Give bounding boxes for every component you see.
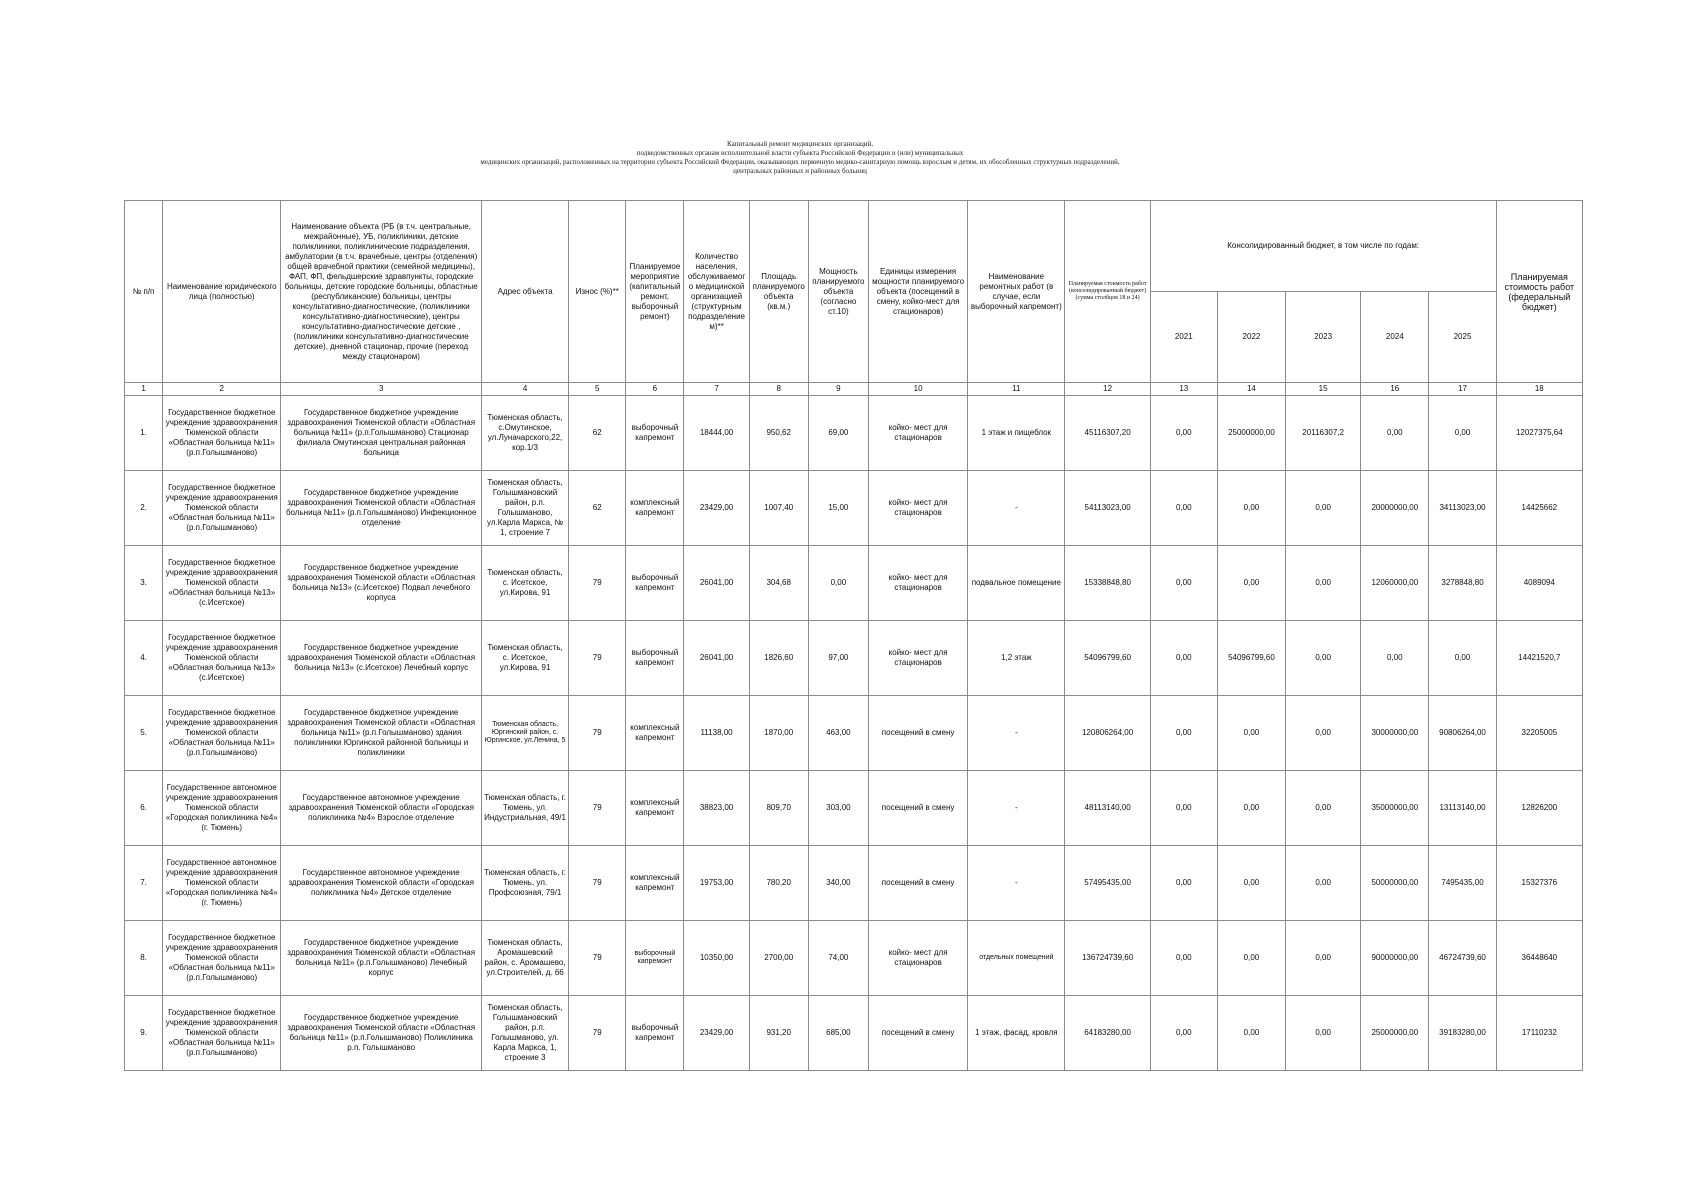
year-2023-cell: 0,00 (1286, 921, 1361, 996)
year-2022-cell: 0,00 (1217, 771, 1285, 846)
header-year: 2021 (1150, 292, 1217, 383)
year-2022-cell: 0,00 (1217, 921, 1285, 996)
area-cell: 304,68 (749, 546, 808, 621)
federal-cost-cell: 12826200 (1496, 771, 1582, 846)
units-cell: посещений в смену (868, 996, 967, 1071)
population-cell: 19753,00 (684, 846, 749, 921)
legal-name-cell: Государственное бюджетное учреждение здравоохранения Тюменской области «Областная больница №11» (р.п.Голышманово) (163, 696, 281, 771)
header-consolidated: Консолидированный бюджет, в том числе по годам: (1150, 201, 1496, 292)
header-year: 2024 (1361, 292, 1429, 383)
header-works: Наименование ремонтных работ (в случае, если выборочный капремонт) (968, 201, 1065, 383)
table-row (125, 996, 1583, 1071)
area-cell: 2700,00 (749, 921, 808, 996)
table-row (125, 921, 1583, 996)
header-year: 2023 (1286, 292, 1361, 383)
address-cell: Тюменская область, Аромашевский район, с. Аромашево, ул.Строителей, д. 66 (481, 921, 568, 996)
column-number: 15 (1286, 383, 1361, 396)
planned-cost-cell: 57495435,00 (1065, 846, 1150, 921)
year-2022-cell: 0,00 (1217, 696, 1285, 771)
wear-cell: 79 (569, 996, 626, 1071)
object-name-cell: Государственное бюджетное учреждение здравоохранения Тюменской области «Областная больница №13» (с.Исетское) Лечебный корпус (281, 621, 482, 696)
area-cell: 1826,60 (749, 621, 808, 696)
document-title (300, 140, 1300, 176)
header-population: Количество населения, обслуживаемого медицинской организацией (структурным подразделением)** (684, 201, 749, 383)
federal-cost-cell: 12027375,64 (1496, 396, 1582, 471)
object-name-cell: Государственное бюджетное учреждение здравоохранения Тюменской области «Областная больница №11» (р.п.Голышманово) Лечебный корпус (281, 921, 482, 996)
header-area: Площадь планируемого объекта (кв.м.) (749, 201, 808, 383)
works-cell: - (968, 846, 1065, 921)
year-2021-cell: 0,00 (1150, 996, 1217, 1071)
units-cell: койко- мест для стационаров (868, 921, 967, 996)
address-cell: Тюменская область, г. Тюмень, ул. Профсоюзная, 79/1 (481, 846, 568, 921)
measure-cell: выборочный капремонт (626, 546, 684, 621)
measure-cell: выборочный капремонт (626, 921, 684, 996)
federal-cost-cell: 15327376 (1496, 846, 1582, 921)
area-cell: 780,20 (749, 846, 808, 921)
title-line: медицинских организаций, расположенных на территории субъекта Российской Федерации, оказывающих первичную медико-санитарную помощь взрослым и детям, их обособленных структурных подразделений, (480, 158, 1120, 166)
legal-name-cell: Государственное автономное учреждение здравоохранения Тюменской области «Городская поликлиника №4» (г. Тюмень) (163, 846, 281, 921)
capacity-cell: 74,00 (808, 921, 868, 996)
year-2025-cell: 46724739,60 (1429, 921, 1496, 996)
title-line: центральных районных и районных больниц (733, 167, 867, 175)
works-cell: - (968, 471, 1065, 546)
year-2022-cell: 0,00 (1217, 471, 1285, 546)
year-2024-cell: 35000000,00 (1361, 771, 1429, 846)
column-number: 7 (684, 383, 749, 396)
header-object-name: Наименование объекта (РБ (в т.ч. центральные, межрайонные), УБ, поликлиники, детские поликлиники, поликлинические подразделения, амбулатории (в т.ч. врачебные, центры (отделения) общей врачебной практики (семейной медицины), ФАП, ФП, фельдшерские здравпункты, городские больницы, детские городские больницы, областные (республиканские) больницы, центры консультативно-диагностические, (поликлиники консультативно-диагностические), центры консультативно-диагностические детские , (поликлиники консультативно-диагностические детские), дневной стационар, прочие (переход между стационаром) (281, 201, 482, 383)
units-cell: койко- мест для стационаров (868, 396, 967, 471)
wear-cell: 79 (569, 696, 626, 771)
population-cell: 11138,00 (684, 696, 749, 771)
year-2025-cell: 13113140,00 (1429, 771, 1496, 846)
column-number: 2 (163, 383, 281, 396)
works-cell: 1 этаж и пищеблок (968, 396, 1065, 471)
column-number: 13 (1150, 383, 1217, 396)
address-cell: Тюменская область, с. Исетское, ул.Кирова, 91 (481, 546, 568, 621)
table-body (125, 396, 1583, 1071)
table-row (125, 546, 1583, 621)
measure-cell: комплексный капремонт (626, 471, 684, 546)
planned-cost-cell: 136724739,60 (1065, 921, 1150, 996)
year-2021-cell: 0,00 (1150, 546, 1217, 621)
header-wear: Износ (%)** (569, 201, 626, 383)
address-cell: Тюменская область, с.Омутинское, ул.Луначарского,22, кор.1/3 (481, 396, 568, 471)
header-year: 2022 (1217, 292, 1285, 383)
units-cell: койко- мест для стационаров (868, 471, 967, 546)
column-number: 11 (968, 383, 1065, 396)
year-2023-cell: 0,00 (1286, 846, 1361, 921)
header-planned-cost: Планируемая стоимость работ (консолидированный бюджет) (сумма столбцов 18 и 24) (1065, 201, 1150, 383)
year-2022-cell: 25000000,00 (1217, 396, 1285, 471)
title-line: подведомственных органам исполнительной власти субъекта Российской Федерации и (или) муниципальных (636, 149, 964, 157)
year-2024-cell: 20000000,00 (1361, 471, 1429, 546)
row-number-cell: 9. (125, 996, 163, 1071)
year-2022-cell: 0,00 (1217, 546, 1285, 621)
works-cell: 1 этаж, фасад, кровля (968, 996, 1065, 1071)
works-cell: - (968, 771, 1065, 846)
table-row (125, 696, 1583, 771)
header-capacity: Мощность планируемого объекта (согласно ст.10) (808, 201, 868, 383)
works-cell: 1,2 этаж (968, 621, 1065, 696)
address-cell: Тюменская область, Голышмановский район, р.п. Голышманово, ул. Карла Маркса, 1, строение 3 (481, 996, 568, 1071)
header-row (125, 201, 1583, 292)
planned-cost-cell: 54096799,60 (1065, 621, 1150, 696)
capacity-cell: 69,00 (808, 396, 868, 471)
year-2025-cell: 0,00 (1429, 396, 1496, 471)
planned-cost-cell: 45116307,20 (1065, 396, 1150, 471)
units-cell: посещений в смену (868, 696, 967, 771)
wear-cell: 79 (569, 621, 626, 696)
measure-cell: комплексный капремонт (626, 771, 684, 846)
header-legal-name: Наименование юридического лица (полностью) (163, 201, 281, 383)
header-year: 2025 (1429, 292, 1496, 383)
row-number-cell: 4. (125, 621, 163, 696)
year-2023-cell: 0,00 (1286, 771, 1361, 846)
wear-cell: 79 (569, 771, 626, 846)
year-2024-cell: 0,00 (1361, 621, 1429, 696)
object-name-cell: Государственное бюджетное учреждение здравоохранения Тюменской области «Областная больница №11» (р.п.Голышманово) Поликлиника р.п. Голышманово (281, 996, 482, 1071)
row-number-cell: 8. (125, 921, 163, 996)
legal-name-cell: Государственное бюджетное учреждение здравоохранения Тюменской области «Областная больница №13» (с.Исетское) (163, 621, 281, 696)
measure-cell: выборочный капремонт (626, 396, 684, 471)
object-name-cell: Государственное автономное учреждение здравоохранения Тюменской области «Городская поликлиника №4» Взрослое отделение (281, 771, 482, 846)
header-num: № п/п (125, 201, 163, 383)
column-number: 18 (1496, 383, 1582, 396)
wear-cell: 62 (569, 471, 626, 546)
measure-cell: выборочный капремонт (626, 621, 684, 696)
table-row (125, 846, 1583, 921)
repair-table (124, 200, 1583, 1071)
population-cell: 10350,00 (684, 921, 749, 996)
population-cell: 18444,00 (684, 396, 749, 471)
column-number: 14 (1217, 383, 1285, 396)
address-cell: Тюменская область, г. Тюмень, ул. Индустриальная, 49/1 (481, 771, 568, 846)
year-2025-cell: 3278848,80 (1429, 546, 1496, 621)
works-cell: - (968, 696, 1065, 771)
column-number: 6 (626, 383, 684, 396)
legal-name-cell: Государственное бюджетное учреждение здравоохранения Тюменской области «Областная больница №11» (р.п.Голышманово) (163, 921, 281, 996)
wear-cell: 79 (569, 921, 626, 996)
legal-name-cell: Государственное бюджетное учреждение здравоохранения Тюменской области «Областная больница №11» (р.п.Голышманово) (163, 471, 281, 546)
year-2023-cell: 0,00 (1286, 696, 1361, 771)
column-number: 5 (569, 383, 626, 396)
area-cell: 931,20 (749, 996, 808, 1071)
year-2021-cell: 0,00 (1150, 621, 1217, 696)
area-cell: 809,70 (749, 771, 808, 846)
year-2023-cell: 0,00 (1286, 621, 1361, 696)
works-cell: подвальное помещение (968, 546, 1065, 621)
year-2021-cell: 0,00 (1150, 771, 1217, 846)
address-cell: Тюменская область, с. Исетское, ул.Кирова, 91 (481, 621, 568, 696)
area-cell: 1007,40 (749, 471, 808, 546)
column-number: 17 (1429, 383, 1496, 396)
column-number: 10 (868, 383, 967, 396)
row-number-cell: 3. (125, 546, 163, 621)
year-2025-cell: 34113023,00 (1429, 471, 1496, 546)
wear-cell: 79 (569, 546, 626, 621)
column-number: 9 (808, 383, 868, 396)
table-row (125, 621, 1583, 696)
legal-name-cell: Государственное автономное учреждение здравоохранения Тюменской области «Городская поликлиника №4» (г. Тюмень) (163, 771, 281, 846)
measure-cell: комплексный капремонт (626, 696, 684, 771)
column-number: 4 (481, 383, 568, 396)
federal-cost-cell: 17110232 (1496, 996, 1582, 1071)
units-cell: посещений в смену (868, 846, 967, 921)
column-number: 1 (125, 383, 163, 396)
year-2025-cell: 7495435,00 (1429, 846, 1496, 921)
year-2024-cell: 25000000,00 (1361, 996, 1429, 1071)
row-number-cell: 6. (125, 771, 163, 846)
year-2021-cell: 0,00 (1150, 846, 1217, 921)
year-2025-cell: 90806264,00 (1429, 696, 1496, 771)
planned-cost-cell: 48113140,00 (1065, 771, 1150, 846)
capacity-cell: 0,00 (808, 546, 868, 621)
measure-cell: выборочный капремонт (626, 996, 684, 1071)
wear-cell: 79 (569, 846, 626, 921)
units-cell: посещений в смену (868, 771, 967, 846)
units-cell: койко- мест для стационаров (868, 621, 967, 696)
population-cell: 23429,00 (684, 471, 749, 546)
object-name-cell: Государственное бюджетное учреждение здравоохранения Тюменской области «Областная больница №11» (р.п.Голышманово) Стационар филиала Омутинская центральная районная больница (281, 396, 482, 471)
population-cell: 26041,00 (684, 621, 749, 696)
year-2021-cell: 0,00 (1150, 471, 1217, 546)
column-number: 16 (1361, 383, 1429, 396)
object-name-cell: Государственное бюджетное учреждение здравоохранения Тюменской области «Областная больница №13» (с.Исетское) Подвал лечебного корпуса (281, 546, 482, 621)
year-2023-cell: 20116307,2 (1286, 396, 1361, 471)
capacity-cell: 685,00 (808, 996, 868, 1071)
address-cell: Тюменская область, Юргинский район, с. Юргинское, ул.Ленина, 5 (481, 696, 568, 771)
year-2024-cell: 90000000,00 (1361, 921, 1429, 996)
capacity-cell: 97,00 (808, 621, 868, 696)
row-number-cell: 7. (125, 846, 163, 921)
title-line: Капитальный ремонт медицинских организаций, (727, 140, 873, 148)
header-federal: Планируемая стоимость работ (федеральный бюджет) (1496, 201, 1582, 383)
year-2022-cell: 54096799,60 (1217, 621, 1285, 696)
year-2021-cell: 0,00 (1150, 921, 1217, 996)
planned-cost-cell: 54113023,00 (1065, 471, 1150, 546)
column-number: 8 (749, 383, 808, 396)
wear-cell: 62 (569, 396, 626, 471)
table-row (125, 471, 1583, 546)
year-2022-cell: 0,00 (1217, 996, 1285, 1071)
planned-cost-cell: 15338848,80 (1065, 546, 1150, 621)
federal-cost-cell: 32205005 (1496, 696, 1582, 771)
year-2023-cell: 0,00 (1286, 546, 1361, 621)
area-cell: 950,62 (749, 396, 808, 471)
population-cell: 38823,00 (684, 771, 749, 846)
row-number-cell: 2. (125, 471, 163, 546)
planned-cost-cell: 120806264,00 (1065, 696, 1150, 771)
year-2023-cell: 0,00 (1286, 471, 1361, 546)
capacity-cell: 463,00 (808, 696, 868, 771)
year-2023-cell: 0,00 (1286, 996, 1361, 1071)
object-name-cell: Государственное бюджетное учреждение здравоохранения Тюменской области «Областная больница №11» (р.п.Голышманово) здания поликлиники Юргинской районной больницы и поликлиники (281, 696, 482, 771)
works-cell: отдельных помещений (968, 921, 1065, 996)
legal-name-cell: Государственное бюджетное учреждение здравоохранения Тюменской области «Областная больница №11» (р.п.Голышманово) (163, 396, 281, 471)
units-cell: койко- мест для стационаров (868, 546, 967, 621)
year-2024-cell: 30000000,00 (1361, 696, 1429, 771)
year-2024-cell: 12060000,00 (1361, 546, 1429, 621)
area-cell: 1870,00 (749, 696, 808, 771)
capacity-cell: 303,00 (808, 771, 868, 846)
header-measure: Планируемое мероприятие (капитальный ремонт, выборочный ремонт) (626, 201, 684, 383)
row-number-cell: 1. (125, 396, 163, 471)
capacity-cell: 340,00 (808, 846, 868, 921)
column-number: 3 (281, 383, 482, 396)
planned-cost-cell: 64183280,00 (1065, 996, 1150, 1071)
year-2025-cell: 39183280,00 (1429, 996, 1496, 1071)
header-units: Единицы измерения мощности планируемого объекта (посещений в смену, койко-мест для стационаров) (868, 201, 967, 383)
table-row (125, 396, 1583, 471)
row-number-cell: 5. (125, 696, 163, 771)
object-name-cell: Государственное автономное учреждение здравоохранения Тюменской области «Городская поликлиника №4» Детское отделение (281, 846, 482, 921)
federal-cost-cell: 36448640 (1496, 921, 1582, 996)
year-2024-cell: 50000000,00 (1361, 846, 1429, 921)
year-2025-cell: 0,00 (1429, 621, 1496, 696)
measure-cell: комплексный капремонт (626, 846, 684, 921)
header-address: Адрес объекта (481, 201, 568, 383)
capacity-cell: 15,00 (808, 471, 868, 546)
year-2024-cell: 0,00 (1361, 396, 1429, 471)
year-2022-cell: 0,00 (1217, 846, 1285, 921)
legal-name-cell: Государственное бюджетное учреждение здравоохранения Тюменской области «Областная больница №13» (с.Исетское) (163, 546, 281, 621)
column-number: 12 (1065, 383, 1150, 396)
year-2021-cell: 0,00 (1150, 696, 1217, 771)
column-number-row (125, 383, 1583, 396)
legal-name-cell: Государственное бюджетное учреждение здравоохранения Тюменской области «Областная больница №11» (р.п.Голышманово) (163, 996, 281, 1071)
object-name-cell: Государственное бюджетное учреждение здравоохранения Тюменской области «Областная больница №11» (р.п.Голышманово) Инфекционное отделение (281, 471, 482, 546)
table-row (125, 771, 1583, 846)
federal-cost-cell: 14425662 (1496, 471, 1582, 546)
population-cell: 23429,00 (684, 996, 749, 1071)
federal-cost-cell: 4089094 (1496, 546, 1582, 621)
population-cell: 26041,00 (684, 546, 749, 621)
address-cell: Тюменская область, Голышмановский район, р.п. Голышманово, ул.Карла Маркса, № 1, строение 7 (481, 471, 568, 546)
year-2021-cell: 0,00 (1150, 396, 1217, 471)
federal-cost-cell: 14421520,7 (1496, 621, 1582, 696)
